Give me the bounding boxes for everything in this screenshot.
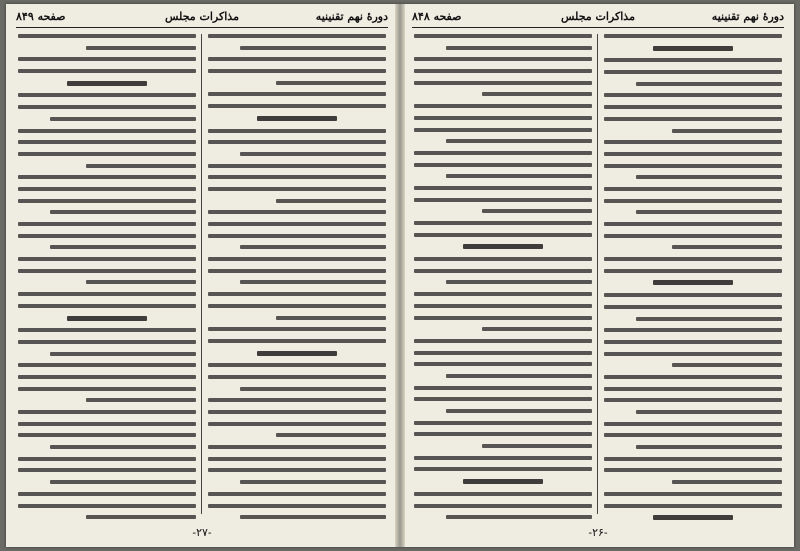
text-line-placeholder <box>482 92 592 96</box>
right-page-column-right <box>604 34 782 514</box>
text-line-placeholder <box>604 269 782 273</box>
text-line-placeholder <box>18 199 196 203</box>
text-line-placeholder <box>240 152 386 156</box>
text-line-placeholder <box>208 129 386 133</box>
text-line-placeholder <box>604 164 782 168</box>
text-line-placeholder <box>414 81 592 85</box>
text-line-placeholder <box>414 128 592 132</box>
text-line-placeholder <box>86 164 196 168</box>
text-line-placeholder <box>604 117 782 121</box>
text-line-placeholder <box>208 269 386 273</box>
text-line-placeholder <box>414 116 592 120</box>
text-line-placeholder <box>414 292 592 296</box>
text-line-placeholder <box>672 480 782 484</box>
text-line-placeholder <box>208 445 386 449</box>
text-line-placeholder <box>50 352 196 356</box>
left-page-column-right <box>208 34 386 514</box>
text-line-placeholder <box>482 327 592 331</box>
text-line-placeholder <box>18 492 196 496</box>
text-line-placeholder <box>636 210 782 214</box>
text-line-placeholder <box>604 340 782 344</box>
text-line-placeholder <box>240 46 386 50</box>
text-line-placeholder <box>653 515 733 520</box>
text-line-placeholder <box>604 398 782 402</box>
text-line-placeholder <box>414 221 592 225</box>
text-line-placeholder <box>18 340 196 344</box>
text-line-placeholder <box>240 480 386 484</box>
text-line-placeholder <box>604 140 782 144</box>
text-line-placeholder <box>208 104 386 108</box>
text-line-placeholder <box>18 363 196 367</box>
text-line-placeholder <box>18 375 196 379</box>
right-page-column-left <box>414 34 592 514</box>
text-line-placeholder <box>18 140 196 144</box>
right-header-rule <box>412 27 784 28</box>
text-line-placeholder <box>18 129 196 133</box>
right-header-session: دورهٔ نهم تقنینیه <box>711 10 784 23</box>
text-line-placeholder <box>414 269 592 273</box>
text-line-placeholder <box>604 58 782 62</box>
text-line-placeholder <box>18 504 196 508</box>
text-line-placeholder <box>18 328 196 332</box>
text-line-placeholder <box>18 175 196 179</box>
text-line-placeholder <box>257 351 337 356</box>
text-line-placeholder <box>18 222 196 226</box>
text-line-placeholder <box>604 387 782 391</box>
text-line-placeholder <box>414 362 592 366</box>
right-header-page-label: صفحه ۸۴۸ <box>412 10 462 23</box>
text-line-placeholder <box>208 92 386 96</box>
text-line-placeholder <box>414 351 592 355</box>
left-column-divider <box>201 34 202 514</box>
right-page-header <box>412 10 784 26</box>
text-line-placeholder <box>414 467 592 471</box>
text-line-placeholder <box>604 234 782 238</box>
text-line-placeholder <box>208 164 386 168</box>
text-line-placeholder <box>414 163 592 167</box>
text-line-placeholder <box>18 422 196 426</box>
text-line-placeholder <box>414 69 592 73</box>
text-line-placeholder <box>604 93 782 97</box>
text-line-placeholder <box>604 352 782 356</box>
text-line-placeholder <box>653 46 733 51</box>
text-line-placeholder <box>208 410 386 414</box>
text-line-placeholder <box>18 410 196 414</box>
text-line-placeholder <box>208 363 386 367</box>
text-line-placeholder <box>414 492 592 496</box>
text-line-placeholder <box>446 409 592 413</box>
left-page-number: -۲۷- <box>192 526 212 539</box>
text-line-placeholder <box>208 468 386 472</box>
text-line-placeholder <box>446 46 592 50</box>
text-line-placeholder <box>208 457 386 461</box>
text-line-placeholder <box>414 456 592 460</box>
text-line-placeholder <box>604 433 782 437</box>
text-line-placeholder <box>653 280 733 285</box>
text-line-placeholder <box>414 397 592 401</box>
text-line-placeholder <box>414 386 592 390</box>
text-line-placeholder <box>18 387 196 391</box>
right-page-number: -۲۶- <box>588 526 608 539</box>
text-line-placeholder <box>604 504 782 508</box>
text-line-placeholder <box>86 46 196 50</box>
text-line-placeholder <box>414 198 592 202</box>
text-line-placeholder <box>276 81 386 85</box>
text-line-placeholder <box>604 70 782 74</box>
text-line-placeholder <box>67 81 147 86</box>
text-line-placeholder <box>604 257 782 261</box>
text-line-placeholder <box>636 82 782 86</box>
text-line-placeholder <box>604 105 782 109</box>
text-line-placeholder <box>208 234 386 238</box>
text-line-placeholder <box>86 398 196 402</box>
text-line-placeholder <box>604 152 782 156</box>
text-line-placeholder <box>604 468 782 472</box>
text-line-placeholder <box>208 187 386 191</box>
text-line-placeholder <box>672 129 782 133</box>
text-line-placeholder <box>18 433 196 437</box>
text-line-placeholder <box>50 445 196 449</box>
text-line-placeholder <box>414 233 592 237</box>
text-line-placeholder <box>482 444 592 448</box>
text-line-placeholder <box>208 504 386 508</box>
text-line-placeholder <box>18 269 196 273</box>
text-line-placeholder <box>208 339 386 343</box>
text-line-placeholder <box>604 492 782 496</box>
text-line-placeholder <box>18 57 196 61</box>
text-line-placeholder <box>604 328 782 332</box>
text-line-placeholder <box>208 422 386 426</box>
text-line-placeholder <box>18 304 196 308</box>
text-line-placeholder <box>414 151 592 155</box>
text-line-placeholder <box>18 468 196 472</box>
text-line-placeholder <box>208 222 386 226</box>
text-line-placeholder <box>18 105 196 109</box>
text-line-placeholder <box>414 432 592 436</box>
text-line-placeholder <box>208 34 386 38</box>
text-line-placeholder <box>208 492 386 496</box>
left-header-rule <box>16 27 388 28</box>
text-line-placeholder <box>208 140 386 144</box>
text-line-placeholder <box>208 292 386 296</box>
text-line-placeholder <box>414 257 592 261</box>
text-line-placeholder <box>604 222 782 226</box>
text-line-placeholder <box>604 422 782 426</box>
text-line-placeholder <box>18 187 196 191</box>
text-line-placeholder <box>208 57 386 61</box>
text-line-placeholder <box>18 69 196 73</box>
text-line-placeholder <box>50 245 196 249</box>
text-line-placeholder <box>446 280 592 284</box>
text-line-placeholder <box>86 515 196 519</box>
left-page <box>6 4 398 547</box>
text-line-placeholder <box>208 210 386 214</box>
text-line-placeholder <box>257 116 337 121</box>
text-line-placeholder <box>414 104 592 108</box>
text-line-placeholder <box>18 234 196 238</box>
text-line-placeholder <box>672 245 782 249</box>
text-line-placeholder <box>414 504 592 508</box>
text-line-placeholder <box>208 257 386 261</box>
text-line-placeholder <box>672 363 782 367</box>
right-header-title: مذاکرات مجلس <box>561 10 635 23</box>
text-line-placeholder <box>208 375 386 379</box>
left-header-title: مذاکرات مجلس <box>165 10 239 23</box>
text-line-placeholder <box>446 374 592 378</box>
right-column-divider <box>597 34 598 514</box>
text-line-placeholder <box>18 457 196 461</box>
text-line-placeholder <box>276 316 386 320</box>
text-line-placeholder <box>240 387 386 391</box>
text-line-placeholder <box>276 433 386 437</box>
left-header-session: دورهٔ نهم تقنینیه <box>315 10 388 23</box>
left-header-page-label: صفحه ۸۴۹ <box>16 10 66 23</box>
text-line-placeholder <box>414 304 592 308</box>
left-page-header <box>16 10 388 26</box>
document-spread <box>6 4 794 547</box>
text-line-placeholder <box>18 34 196 38</box>
text-line-placeholder <box>636 175 782 179</box>
text-line-placeholder <box>67 316 147 321</box>
text-line-placeholder <box>482 209 592 213</box>
text-line-placeholder <box>414 316 592 320</box>
text-line-placeholder <box>240 280 386 284</box>
text-line-placeholder <box>414 57 592 61</box>
text-line-placeholder <box>636 317 782 321</box>
text-line-placeholder <box>604 305 782 309</box>
text-line-placeholder <box>240 245 386 249</box>
text-line-placeholder <box>463 244 543 249</box>
text-line-placeholder <box>86 280 196 284</box>
text-line-placeholder <box>604 375 782 379</box>
text-line-placeholder <box>18 93 196 97</box>
text-line-placeholder <box>446 174 592 178</box>
text-line-placeholder <box>604 199 782 203</box>
text-line-placeholder <box>604 293 782 297</box>
text-line-placeholder <box>50 117 196 121</box>
text-line-placeholder <box>446 515 592 519</box>
text-line-placeholder <box>414 186 592 190</box>
text-line-placeholder <box>414 339 592 343</box>
text-line-placeholder <box>414 34 592 38</box>
text-line-placeholder <box>50 480 196 484</box>
text-line-placeholder <box>414 421 592 425</box>
text-line-placeholder <box>208 327 386 331</box>
text-line-placeholder <box>18 257 196 261</box>
text-line-placeholder <box>604 187 782 191</box>
text-line-placeholder <box>604 457 782 461</box>
text-line-placeholder <box>208 69 386 73</box>
text-line-placeholder <box>446 139 592 143</box>
text-line-placeholder <box>636 410 782 414</box>
text-line-placeholder <box>18 292 196 296</box>
text-line-placeholder <box>636 445 782 449</box>
left-page-column-left <box>18 34 196 514</box>
text-line-placeholder <box>240 515 386 519</box>
text-line-placeholder <box>463 479 543 484</box>
right-page <box>402 4 794 547</box>
text-line-placeholder <box>208 398 386 402</box>
text-line-placeholder <box>208 304 386 308</box>
text-line-placeholder <box>18 152 196 156</box>
text-line-placeholder <box>276 199 386 203</box>
text-line-placeholder <box>208 175 386 179</box>
text-line-placeholder <box>604 34 782 38</box>
text-line-placeholder <box>50 210 196 214</box>
